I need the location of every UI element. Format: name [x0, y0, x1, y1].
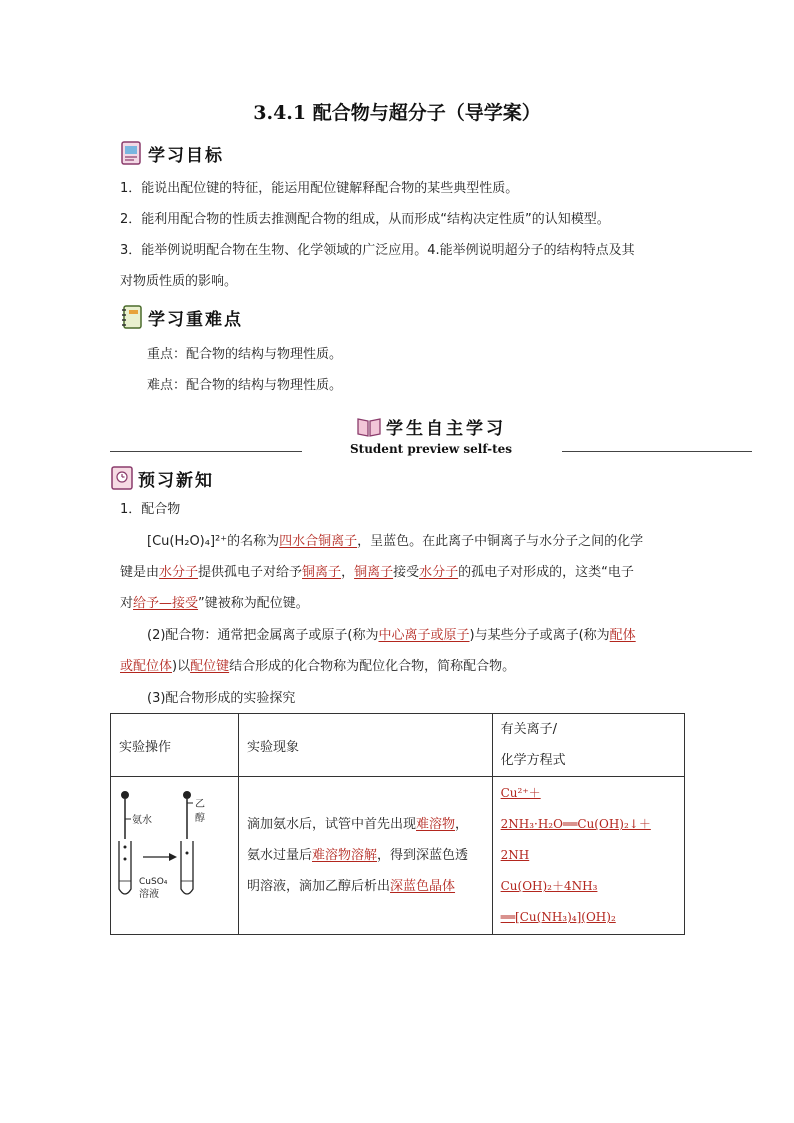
p2-text-c: )与某些分子或离子(称为	[469, 628, 610, 643]
p1-answer-name: 四水合铜离子	[279, 534, 358, 549]
equation-line-1: Cu²⁺＋	[500, 786, 541, 800]
p1-text-j: 接受	[393, 565, 420, 580]
p2-answer-ligand-2: 或配位体	[120, 659, 173, 674]
label-solution: 溶液	[139, 888, 159, 900]
phenomenon-text-f: ，得到深蓝色透	[377, 848, 469, 863]
label-cuso4: CuSO₄	[139, 876, 168, 887]
p1-text-m: 对	[120, 596, 134, 611]
header-equation-line-2: 化学方程式	[500, 753, 566, 768]
p1-answer-water: 水分子	[159, 565, 199, 580]
table-row	[111, 777, 685, 935]
p1-text-c: ，呈蓝色。在此离子中铜离子与水分子之间的化学	[357, 534, 644, 549]
phenomenon-answer-dissolve: 难溶物溶解	[312, 848, 378, 863]
key-points-heading	[120, 304, 243, 330]
key-points-heading-text: 学习重难点	[148, 309, 243, 330]
banner-title	[110, 414, 752, 443]
header-operation: 实验操作	[111, 714, 239, 777]
phenomenon-text-c: ，	[455, 817, 469, 832]
experiment-diagram-cell	[111, 777, 239, 935]
preview-icon	[110, 465, 134, 491]
objective-2: 2．能利用配合物的性质去推测配合物的组成，从而形成“结构决定性质”的认知模型。	[120, 212, 610, 227]
header-phenomenon: 实验现象	[239, 714, 493, 777]
p1-text-o: ”键被称为配位键。	[198, 596, 309, 611]
p1-text-a: [Cu(H₂O)₄]²⁺的名称为	[147, 534, 280, 549]
paragraph-1-line-3	[120, 588, 309, 619]
header-equation	[492, 714, 684, 777]
p2-answer-center: 中心离子或原子	[378, 628, 470, 643]
objective-3: 3．能举例说明配合物在生物、化学领域的广泛应用。4.能举例说明超分子的结构特点及其	[120, 243, 635, 258]
p2-text-h: 结合形成的化合物称为配位化合物，简称配合物。	[229, 659, 516, 674]
p2-text-a: (2)配合物：通常把金属离子或原子(称为	[147, 628, 379, 643]
objective-3-cont: 对物质性质的影响。	[120, 274, 238, 289]
preview-heading-text: 预习新知	[138, 470, 214, 491]
p1-answer-water-2: 水分子	[419, 565, 459, 580]
phenomenon-text-d: 氨水过量后	[247, 848, 313, 863]
notebook-icon	[120, 304, 144, 330]
equation-line-2: 2NH₃·H₂O══Cu(OH)₂↓＋	[500, 817, 651, 831]
label-ethanol-1: 乙	[195, 798, 205, 810]
paragraph-1-line-2	[120, 557, 634, 588]
phenomenon-line-2	[247, 840, 484, 871]
paragraph-2-line-2	[120, 651, 515, 682]
phenomenon-line-1	[247, 809, 484, 840]
p1-text-h: ，	[341, 565, 355, 580]
paragraph-1-line-1	[147, 526, 643, 557]
objectives-icon	[120, 140, 144, 166]
open-book-icon	[356, 416, 382, 443]
item-1-label: 1．配合物	[120, 502, 181, 517]
equation-cell	[492, 777, 684, 935]
student-preview-banner	[110, 412, 752, 462]
focus-point: 重点：配合物的结构与物理性质。	[147, 347, 343, 362]
phenomenon-text-a: 滴加氨水后，试管中首先出现	[247, 817, 417, 832]
objective-1: 1．能说出配位键的特征，能运用配位键解释配合物的某些典型性质。	[120, 181, 519, 196]
phenomenon-answer-crystal: 深蓝色晶体	[390, 879, 456, 894]
banner-title-text: 学生自主学习	[386, 419, 506, 439]
paragraph-2-line-1	[147, 620, 636, 651]
equation-line-5: ══[Cu(NH₃)₄](OH)₂	[500, 910, 616, 924]
p1-text-l: 的孤电子对形成的，这类“电子	[458, 565, 634, 580]
experiment-table	[110, 713, 685, 935]
p1-answer-copper: 铜离子	[302, 565, 342, 580]
p1-text-f: 提供孤电子对给予	[198, 565, 303, 580]
objectives-heading	[120, 140, 224, 166]
p2-answer-ligand: 配体	[609, 628, 636, 643]
p2-answer-bond: 配位键	[190, 659, 230, 674]
p1-answer-copper-2: 铜离子	[354, 565, 394, 580]
table-header-row	[111, 714, 685, 777]
phenomenon-line-3	[247, 871, 484, 902]
p1-text-d: 键是由	[120, 565, 160, 580]
experiment-diagram	[111, 781, 238, 931]
equation-line-3: 2NH	[500, 848, 530, 862]
page-title: 3.4.1 配合物与超分子（导学案）	[253, 102, 541, 124]
banner-subtitle: Student preview self-tes	[349, 442, 513, 456]
phenomenon-text-g: 明溶液，滴加乙醇后析出	[247, 879, 391, 894]
phenomenon-cell	[239, 777, 493, 935]
objectives-heading-text: 学习目标	[148, 145, 224, 166]
p2-text-f: )以	[172, 659, 191, 674]
equation-line-4: Cu(OH)₂＋4NH₃	[500, 879, 598, 893]
label-ethanol-2: 醇	[195, 812, 205, 824]
paragraph-3: (3)配合物形成的实验探究	[147, 691, 296, 706]
phenomenon-answer-precipitate: 难溶物	[416, 817, 456, 832]
preview-heading	[110, 465, 214, 491]
label-ammonia: 氨水	[132, 814, 152, 826]
p1-answer-donor: 给予—接受	[133, 596, 199, 611]
header-equation-line-1: 有关离子/	[500, 722, 557, 737]
difficulty-point: 难点：配合物的结构与物理性质。	[147, 378, 343, 393]
